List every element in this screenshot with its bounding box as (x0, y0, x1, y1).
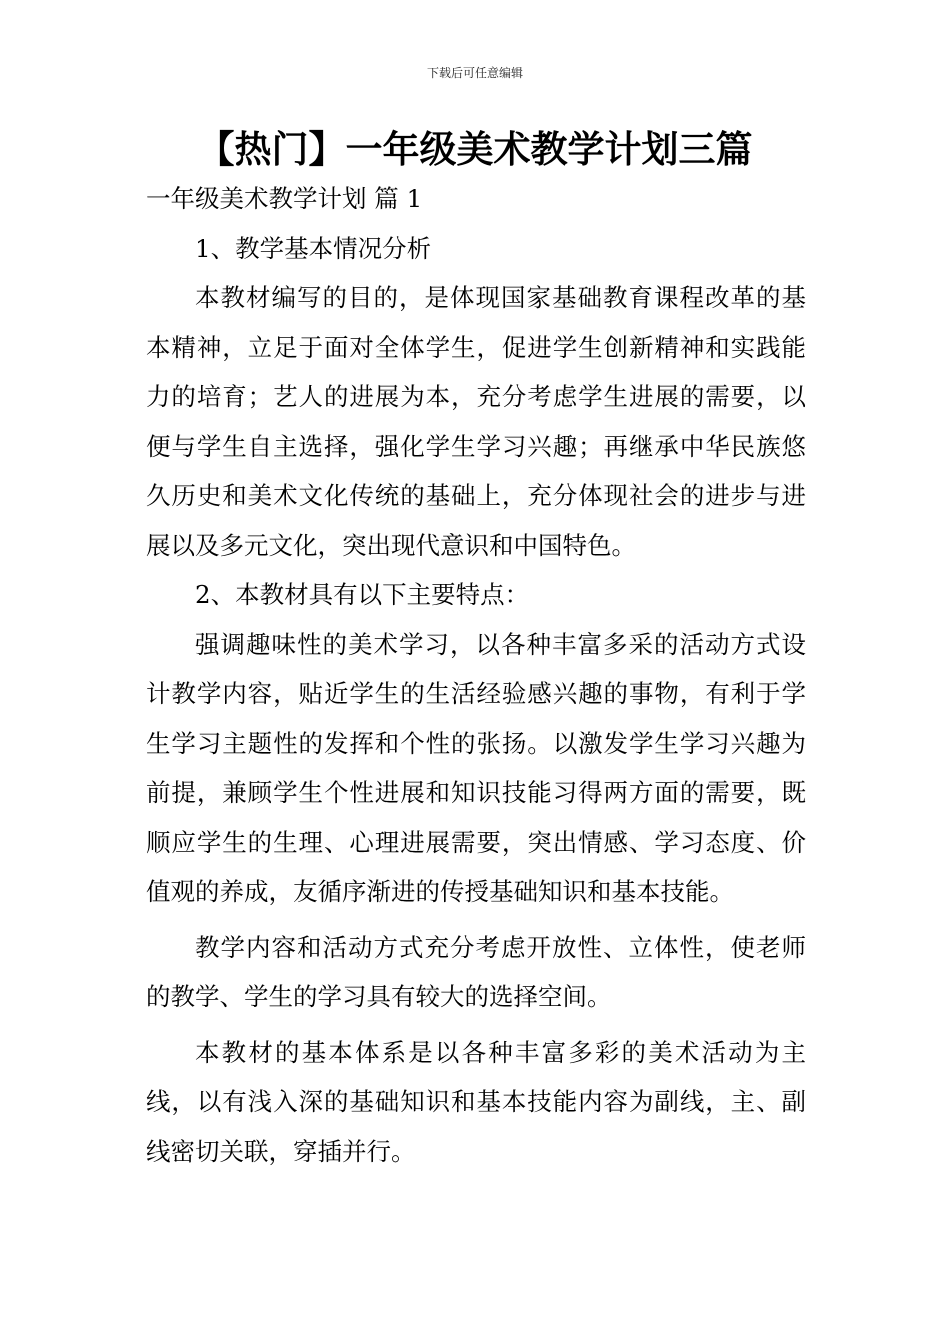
paragraph-1: 本教材编写的目的，是体现国家基础教育课程改革的基本精神，立足于面对全体学生，促进学生创新精神和实践能力的培育；艺人的进展为本，充分考虑学生进展的需要，以便与学生自主选择，强化学生学习兴趣；再继承中华民族悠久历史和美术文化传统的基础上，充分体现社会的进步与进展以及多元文化，突出现代意识和中国特色。 (146, 283, 806, 560)
document-title: 【热门】一年级美术教学计划三篇 (197, 128, 753, 171)
section-subtitle: 一年级美术教学计划 篇 1 (146, 184, 423, 213)
section-heading-1: 1、教学基本情况分析 (195, 233, 432, 263)
paragraph-3: 教学内容和活动方式充分考虑开放性、立体性，使老师的教学、学生的学习具有较大的选择空间。 (146, 932, 806, 1011)
document-body (146, 174, 806, 1176)
paragraph-4: 本教材的基本体系是以各种丰富多彩的美术活动为主线，以有浅入深的基础知识和基本技能内容为副线，主、副线密切关联，穿插并行。 (146, 1037, 806, 1166)
paragraph-2: 强调趣味性的美术学习，以各种丰富多采的活动方式设计教学内容，贴近学生的生活经验感兴趣的事物，有利于学生学习主题性的发挥和个性的张扬。以激发学生学习兴趣为前提，兼顾学生个性进展和知识技能习得两方面的需要，既顺应学生的生理、心理进展需要，突出情感、学习态度、价值观的养成，友循序渐进的传授基础知识和基本技能。 (146, 629, 806, 906)
header-note: 下载后可任意编辑 (426, 66, 523, 80)
section-heading-2: 2、本教材具有以下主要特点： (195, 580, 530, 609)
